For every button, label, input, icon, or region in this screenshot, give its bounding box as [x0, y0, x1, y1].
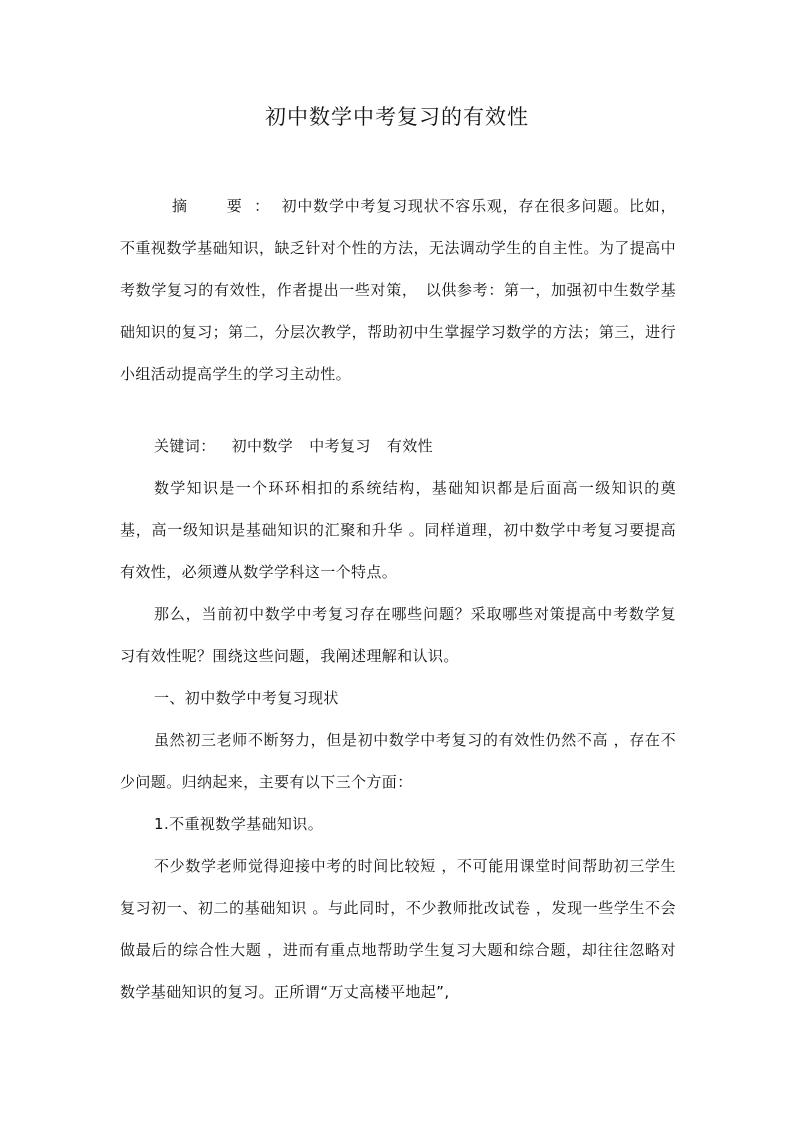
- keywords-line: [120, 425, 676, 467]
- abstract-text: 初中数学中考复习现状不容乐观，存在很多问题。比如，不重视数学基础知识，缺乏针对个性的方法，无法调动学生的自主性。为了提高中考数学复习的有效性，作者提出一些对策， 以供参考：第一，加强初中生数学基础知识的复习；第二，分层次教学，帮助初中生掌握学习数学的方法；第三，进行小组活动提高学生的学习主动性。: [120, 197, 676, 383]
- keywords-label: 关键词：: [154, 437, 216, 455]
- body-paragraph: 那么，当前初中数学中考复习存在哪些问题？采取哪些对策提高中考数学复习有效性呢？围绕这些问题，我阐述理解和认识。: [120, 605, 676, 665]
- keyword-item: 有效性: [386, 437, 434, 455]
- section-spacer: [120, 395, 676, 425]
- subsection-heading: 1.不重视数学基础知识。: [154, 815, 324, 833]
- body-paragraph: 不少数学老师觉得迎接中考的时间比较短 ，不可能用课堂时间帮助初三学生复习初一、初二的基础知识 。与此同时，不少教师批改试卷 ，发现一些学生不会做最后的综合性大题 ，进而有重点地帮助学生复习大题和综合题，却往往忽略对数学基础知识的复习。正所谓“万丈高楼平地起”,: [120, 857, 676, 1001]
- document-title: 初中数学中考复习的有效性: [265, 105, 529, 129]
- abstract-paragraph: [120, 185, 676, 395]
- document-body: [120, 185, 676, 1013]
- body-paragraph: 数学知识是一个环环相扣的系统结构，基础知识都是后面高一级知识的奠基，高一级知识是基础知识的汇聚和升华 。同样道理，初中数学中考复习要提高有效性，必须遵从数学学科这一个特点。: [120, 479, 676, 581]
- body-paragraph: 虽然初三老师不断努力，但是初中数学中考复习的有效性仍然不高 ，存在不少问题。归纳起来，主要有以下三个方面：: [120, 731, 676, 791]
- keyword-item: 初中数学: [231, 437, 294, 455]
- section-heading: 一、初中数学中考复习现状: [154, 689, 339, 707]
- keyword-item: 中考复习: [309, 437, 371, 455]
- abstract-label: 摘 要：: [172, 197, 282, 215]
